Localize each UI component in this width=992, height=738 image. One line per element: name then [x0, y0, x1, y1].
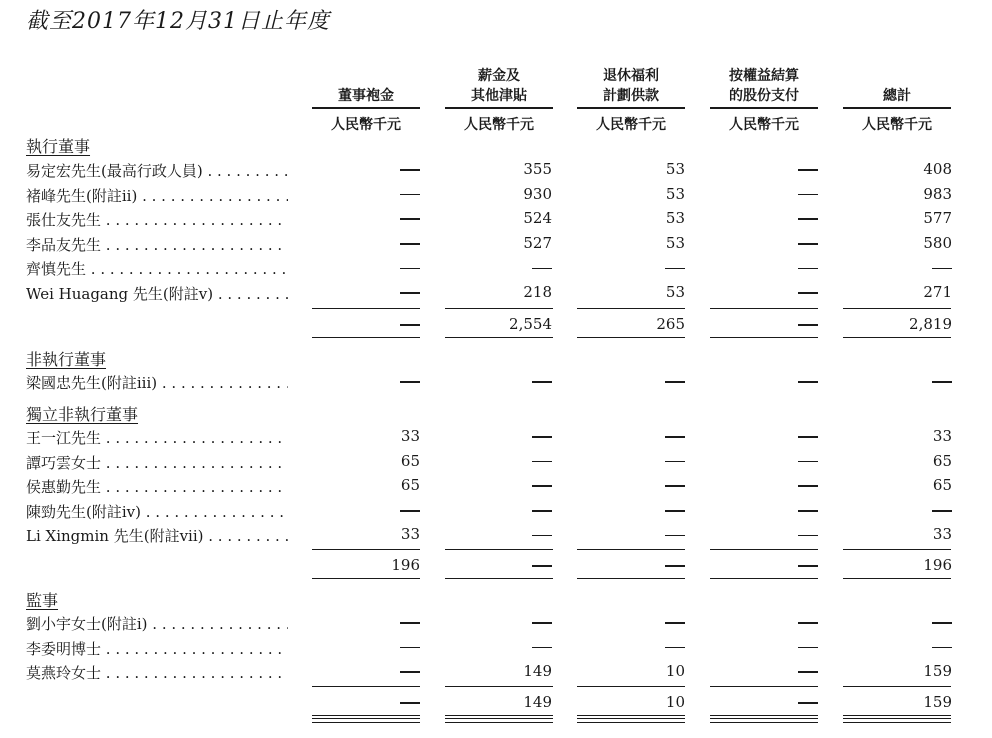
column-header-line: 總計: [883, 88, 911, 104]
row-value: 159: [923, 662, 952, 681]
dash-mark: [798, 510, 818, 512]
row-value: 65: [932, 451, 952, 470]
column-header: [843, 86, 951, 106]
row-label: 李品友先生 . . .: [26, 234, 288, 255]
dash-mark: [400, 218, 420, 220]
dash-mark: [798, 268, 818, 270]
row-value: [312, 283, 420, 301]
row-value: [710, 476, 818, 494]
row-value: 53: [665, 233, 685, 252]
unit-label: 人民幣千元: [862, 117, 932, 133]
subtotal-rule: [843, 549, 951, 550]
row-label: 張仕友先生 . . .: [26, 209, 288, 230]
row-value: [312, 209, 420, 227]
row-value: [444, 613, 552, 631]
double-rule: [710, 718, 818, 719]
row-value: [444, 258, 552, 276]
dash-mark: [532, 535, 552, 537]
dash-mark: [798, 461, 818, 463]
subtotal-value: [444, 556, 552, 574]
subtotal-value: 196: [923, 556, 952, 574]
dash-mark: [798, 671, 818, 673]
subtotal-rule: [843, 308, 951, 309]
subtotal-rule: [445, 686, 553, 687]
dash-mark: [932, 647, 952, 649]
subtotal-bottom-rule: [710, 578, 818, 579]
dash-mark: [798, 381, 818, 383]
row-value: [844, 372, 952, 390]
row-value: [710, 234, 818, 252]
row-value: [444, 372, 552, 390]
dash-mark: [400, 243, 420, 245]
row-value: 355: [523, 160, 552, 178]
row-value: [577, 372, 685, 390]
dash-mark: [665, 461, 685, 463]
subtotal-rule: [312, 686, 420, 687]
subtotal-bottom-rule: [843, 715, 951, 716]
double-rule: [445, 722, 553, 723]
column-header: [710, 66, 818, 106]
subtotal-bottom-rule: [445, 578, 553, 579]
row-value: [710, 613, 818, 631]
row-value: [312, 372, 420, 390]
row-label: Wei Huagang 先生(附註v) . . .: [26, 283, 288, 304]
subtotal-value: 149: [523, 693, 552, 711]
dash-mark: [665, 535, 685, 537]
dash-mark: [532, 381, 552, 383]
row-label: 褚峰先生(附註ii) . . .: [26, 185, 288, 206]
dash-mark: [798, 702, 818, 704]
row-value: [312, 501, 420, 519]
row-label: 劉小宇女士(附註i) . . .: [26, 613, 288, 634]
subtotal-value: 196: [391, 556, 420, 574]
row-value: [710, 185, 818, 203]
subtotal-bottom-rule: [843, 578, 951, 579]
row-value: 65: [932, 476, 952, 495]
subtotal-value: [312, 315, 420, 333]
row-value: [444, 476, 552, 494]
subtotal-rule: [577, 686, 685, 687]
row-label: 莫燕玲女士 . . .: [26, 662, 288, 683]
row-label: 陳勁先生(附註iv) . . .: [26, 501, 288, 522]
row-value: 10: [665, 662, 685, 681]
double-rule: [843, 722, 951, 723]
column-header-line: 退休福利: [603, 68, 659, 84]
subtotal-rule: [445, 308, 553, 309]
row-label: 譚巧雲女士 . . .: [26, 452, 288, 473]
dash-mark: [665, 622, 685, 624]
subtotal-value: [710, 315, 818, 333]
dash-mark: [532, 268, 552, 270]
dash-mark: [798, 169, 818, 171]
subtotal-rule: [312, 549, 420, 550]
row-value: [844, 638, 952, 656]
subtotal-rule: [710, 686, 818, 687]
dash-mark: [665, 510, 685, 512]
subtotal-bottom-rule: [312, 578, 420, 579]
subtotal-value: [312, 693, 420, 711]
row-value: 65: [400, 451, 420, 470]
dash-mark: [798, 565, 818, 567]
row-value: [444, 427, 552, 445]
row-value: [710, 525, 818, 543]
dash-mark: [798, 243, 818, 245]
dash-mark: [932, 268, 952, 270]
row-value: 524: [523, 209, 552, 228]
dash-mark: [932, 622, 952, 624]
dash-mark: [400, 169, 420, 171]
dash-mark: [798, 485, 818, 487]
row-value: 33: [932, 427, 952, 445]
subtotal-bottom-rule: [710, 715, 818, 716]
column-header: [445, 66, 553, 106]
dash-mark: [532, 461, 552, 463]
dash-mark: [798, 622, 818, 624]
row-value: [577, 525, 685, 543]
subtotal-rule: [710, 308, 818, 309]
subtotal-bottom-rule: [577, 578, 685, 579]
column-header-line: 的股份支付: [729, 88, 799, 104]
dash-mark: [400, 194, 420, 196]
row-value: 930: [523, 184, 552, 203]
row-value: [710, 501, 818, 519]
dash-mark: [532, 510, 552, 512]
row-value: [844, 501, 952, 519]
dash-mark: [665, 647, 685, 649]
dash-mark: [400, 268, 420, 270]
double-rule: [312, 718, 420, 719]
double-rule: [577, 718, 685, 719]
subtotal-bottom-rule: [312, 337, 420, 338]
dash-mark: [400, 292, 420, 294]
subtotal-bottom-rule: [843, 337, 951, 338]
section-title: 非執行董事: [26, 350, 107, 369]
row-value: 527: [523, 233, 552, 252]
row-value: 53: [665, 283, 685, 301]
subtotal-value: [710, 556, 818, 574]
dash-mark: [798, 535, 818, 537]
header-rule: [312, 107, 420, 109]
row-value: 983: [923, 184, 952, 203]
dash-mark: [665, 565, 685, 567]
unit-label: 人民幣千元: [464, 117, 534, 133]
row-value: [444, 501, 552, 519]
column-header: [312, 86, 420, 106]
row-value: [710, 638, 818, 656]
row-value: [710, 209, 818, 227]
subtotal-bottom-rule: [445, 337, 553, 338]
subtotal-bottom-rule: [445, 715, 553, 716]
subtotal-rule: [710, 549, 818, 550]
dash-mark: [400, 510, 420, 512]
dash-mark: [400, 381, 420, 383]
row-value: [312, 185, 420, 203]
row-value: 33: [400, 427, 420, 445]
row-value: [312, 638, 420, 656]
double-rule: [710, 722, 818, 723]
dash-mark: [932, 510, 952, 512]
row-value: [844, 613, 952, 631]
header-rule: [577, 107, 685, 109]
row-value: [312, 160, 420, 178]
row-value: 53: [665, 160, 685, 178]
row-value: [577, 476, 685, 494]
dash-mark: [532, 622, 552, 624]
row-value: [312, 258, 420, 276]
row-value: 33: [400, 525, 420, 544]
row-value: 580: [923, 233, 952, 252]
row-value: [577, 613, 685, 631]
double-rule: [445, 718, 553, 719]
section-title: 獨立非執行董事: [26, 405, 139, 424]
dash-mark: [400, 622, 420, 624]
subtotal-value: [577, 556, 685, 574]
header-rule: [445, 107, 553, 109]
dash-mark: [798, 647, 818, 649]
subtotal-value: 159: [923, 693, 952, 711]
row-value: [312, 613, 420, 631]
subtotal-rule: [577, 308, 685, 309]
row-value: 218: [523, 283, 552, 301]
column-header-line: 董事袍金: [338, 88, 394, 104]
section-title: 執行董事: [26, 137, 91, 156]
row-label: 李委明博士 . . .: [26, 638, 288, 659]
row-value: [444, 525, 552, 543]
dash-mark: [932, 381, 952, 383]
subtotal-bottom-rule: [577, 337, 685, 338]
subtotal-value: 10: [665, 693, 685, 711]
row-value: [312, 662, 420, 680]
dash-mark: [400, 647, 420, 649]
row-value: 149: [523, 662, 552, 681]
row-value: [710, 283, 818, 301]
row-value: [710, 427, 818, 445]
dash-mark: [532, 647, 552, 649]
subtotal-rule: [843, 686, 951, 687]
row-label: 侯惠勤先生 . . .: [26, 476, 288, 497]
double-rule: [312, 722, 420, 723]
column-header-line: 計劃供款: [603, 88, 659, 104]
row-value: [312, 234, 420, 252]
row-label: 王一江先生 . . .: [26, 427, 288, 448]
dash-mark: [532, 565, 552, 567]
subtotal-bottom-rule: [710, 337, 818, 338]
column-header-line: 其他津貼: [471, 88, 527, 104]
row-value: 53: [665, 209, 685, 228]
row-label: Li Xingmin 先生(附註vii) . . .: [26, 525, 288, 546]
row-value: 53: [665, 184, 685, 203]
row-value: [710, 452, 818, 470]
row-value: [577, 501, 685, 519]
section-title: 監事: [26, 591, 59, 610]
double-rule: [843, 718, 951, 719]
dash-mark: [532, 436, 552, 438]
row-value: [710, 662, 818, 680]
row-value: [577, 427, 685, 445]
subtotal-rule: [312, 308, 420, 309]
header-rule: [843, 107, 951, 109]
row-value: [444, 638, 552, 656]
row-label: 梁國忠先生(附註iii) . . .: [26, 372, 288, 393]
row-value: [710, 160, 818, 178]
dash-mark: [665, 268, 685, 270]
dash-mark: [798, 292, 818, 294]
dash-mark: [665, 381, 685, 383]
row-value: [577, 638, 685, 656]
subtotal-value: 265: [656, 315, 685, 333]
unit-label: 人民幣千元: [596, 117, 666, 133]
row-value: [444, 452, 552, 470]
dash-mark: [400, 702, 420, 704]
dash-mark: [798, 436, 818, 438]
subtotal-value: 2,819: [909, 315, 952, 333]
row-value: [710, 372, 818, 390]
dash-mark: [665, 436, 685, 438]
row-value: 65: [400, 476, 420, 495]
subtotal-bottom-rule: [312, 715, 420, 716]
row-value: 271: [923, 283, 952, 301]
row-value: [577, 452, 685, 470]
dash-mark: [665, 485, 685, 487]
subtotal-bottom-rule: [577, 715, 685, 716]
unit-label: 人民幣千元: [729, 117, 799, 133]
header-rule: [710, 107, 818, 109]
row-value: [710, 258, 818, 276]
row-label: 易定宏先生(最高行政人員) . . .: [26, 160, 288, 181]
row-value: [577, 258, 685, 276]
subtotal-rule: [577, 549, 685, 550]
dash-mark: [400, 671, 420, 673]
subtotal-value: [710, 693, 818, 711]
column-header: [577, 66, 685, 106]
row-value: [844, 258, 952, 276]
dash-mark: [798, 194, 818, 196]
page-title: 截至2017年12月31日止年度: [26, 9, 330, 34]
row-value: 577: [923, 209, 952, 228]
column-header-line: 按權益結算: [729, 68, 799, 84]
dash-mark: [798, 218, 818, 220]
row-value: 33: [932, 525, 952, 544]
dash-mark: [400, 324, 420, 326]
double-rule: [577, 722, 685, 723]
column-header-line: 薪金及: [478, 68, 520, 84]
subtotal-rule: [445, 549, 553, 550]
unit-label: 人民幣千元: [331, 117, 401, 133]
row-label: 齊慎先生 . . .: [26, 258, 288, 279]
subtotal-value: 2,554: [509, 315, 552, 333]
row-value: 408: [923, 160, 952, 178]
dash-mark: [798, 324, 818, 326]
dash-mark: [532, 485, 552, 487]
